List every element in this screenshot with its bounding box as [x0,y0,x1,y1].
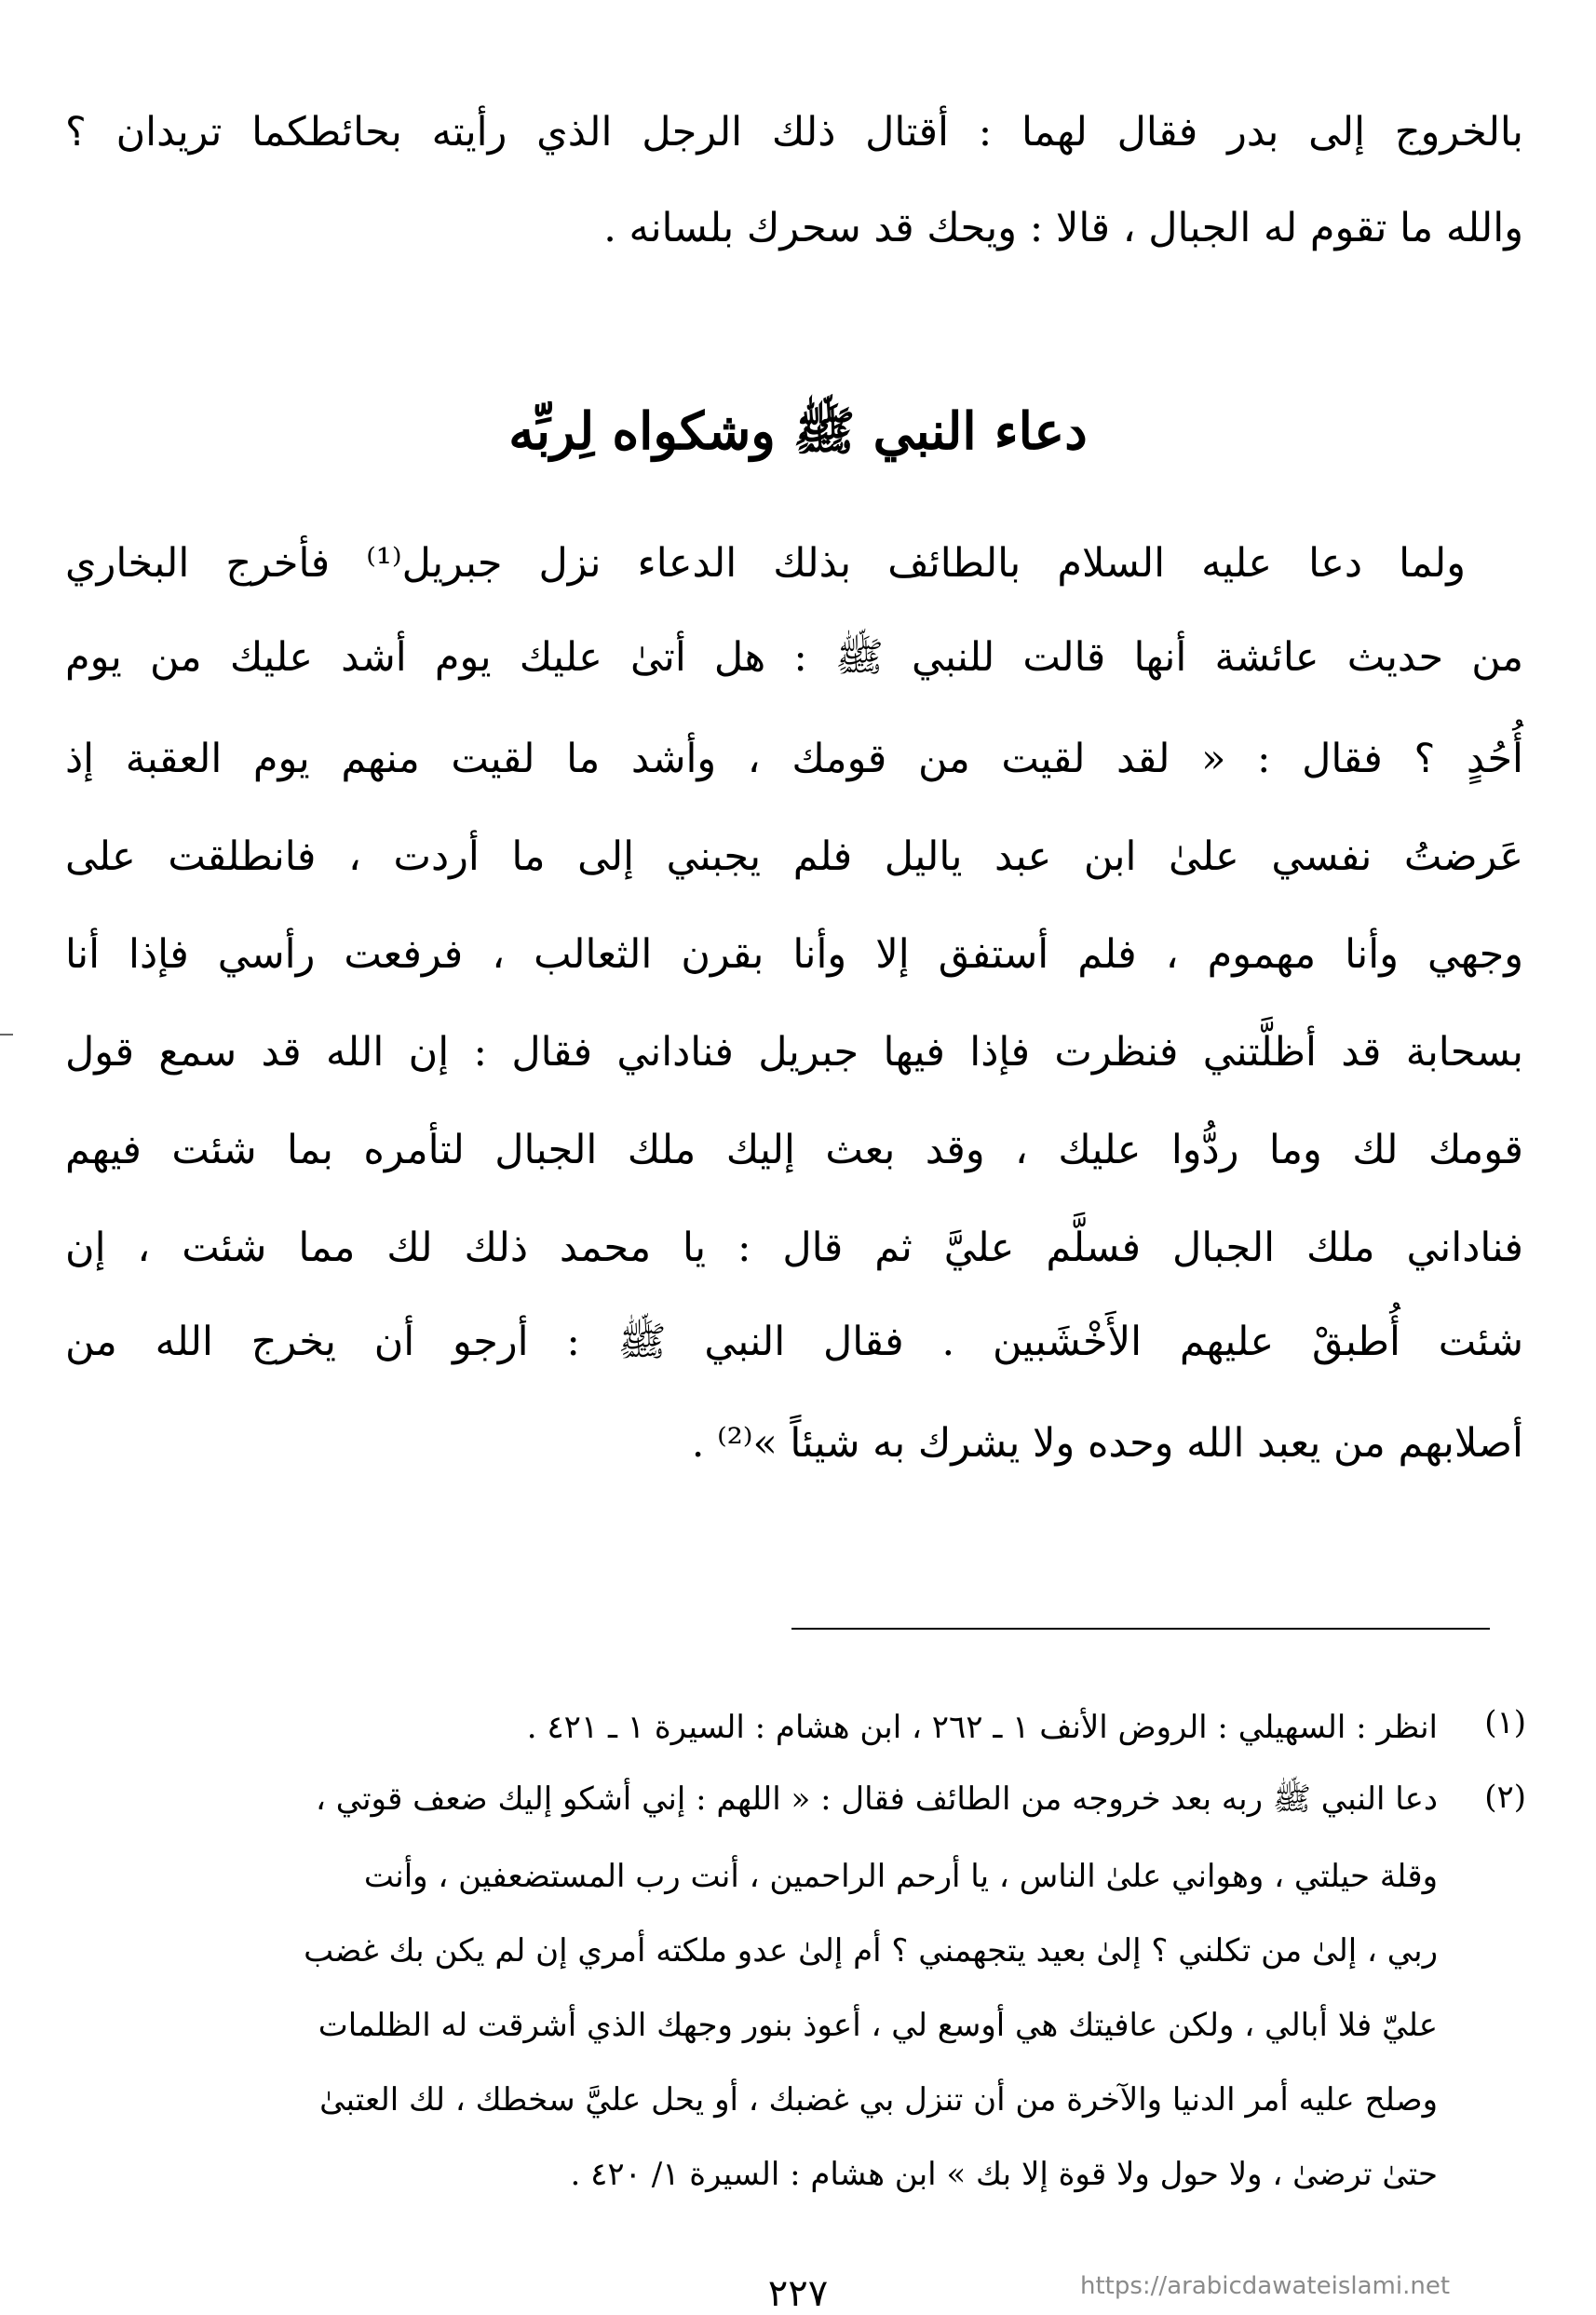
footnote-1-number: (١) [1484,1704,1526,1741]
main-line-4: عَرضتُ نفسي علىٰ ابن عبد ياليل فلم يجبني إلى ما أردت ، فانطلقت على [65,833,1523,880]
footnote-2-line-1: دعا النبي ﷺ ربه بعد خروجه من الطائف فقال : « اللهم : إني أشكو إليك ضعف قوتي ، [315,1780,1438,1818]
footnote-2-line-6: حتىٰ ترضىٰ ، ولا حول ولا قوة إلا بك » ابن هشام : السيرة ١/ ٤٢٠ . [570,2156,1438,2193]
main-line-5: وجهي وأنا مهموم ، فلم أستفق إلا وأنا بقرن الثعالب ، فرفعت رأسي فإذا أنا [65,931,1523,978]
main-line-9: شئت أُطبقْ عليهم الأَخْشَبين . فقال النبي ﷺ : أرجو أن يخرج الله من [65,1318,1523,1365]
main-line-10: أصلابهم من يعبد الله وحده ولا يشرك به شيئاً »⁽²⁾ . [691,1420,1523,1467]
main-line-1: ولما دعا عليه السلام بالطائف بذلك الدعاء نزل جبريل⁽¹⁾ فأخرج البخاري [65,540,1466,587]
body-line-2: والله ما تقوم له الجبال ، قالا : ويحك قد سحرك بلسانه . [603,205,1523,251]
main-line-8: فناداني ملك الجبال فسلَّم عليَّ ثم قال : يا محمد ذلك لك مما شئت ، إن [65,1225,1523,1271]
footnote-2-line-4: عليّ فلا أبالي ، ولكن عافيتك هي أوسع لي ، أعوذ بنور وجهك الذي أشرقت له الظلمات [318,2007,1438,2044]
main-line-6: بسحابة قد أظلَّتني فنظرت فإذا فيها جبريل فناداني فقال : إن الله قد سمع قول [65,1029,1523,1076]
footnote-separator [791,1628,1490,1630]
footnote-2-line-5: وصلح عليه أمر الدنيا والآخرة من أن تنزل بي غضبك ، أو يحل عليَّ سخطك ، لك العتبىٰ [319,2081,1438,2119]
body-line-1: بالخروج إلى بدر فقال لهما : أقتال ذلك الرجل الذي رأيته بحائطكما تريدان ؟ [65,109,1523,156]
footnote-2-line-3: ربي ، إلىٰ من تكلني ؟ إلىٰ بعيد يتجهمني ؟ أم إلىٰ عدو ملكته أمري إن لم يكن بك غضب [304,1932,1438,1970]
margin-mark [0,1034,13,1036]
main-line-2: من حديث عائشة أنها قالت للنبي ﷺ : هل أتىٰ عليك يوم أشد عليك من يوم [65,633,1523,681]
main-line-7: قومك لك وما ردُّوا عليك ، وقد بعث إليك ملك الجبال لتأمره بما شئت فيهم [65,1127,1523,1173]
page-number: ٢٢٧ [767,2272,829,2315]
footnote-1-text: انظر : السهيلي : الروض الأنف ١ ـ ٢٦٢ ، ابن هشام : السيرة ١ ـ ٤٢١ . [526,1709,1438,1746]
section-title: دعاء النبي ﷺ وشكواه لِربِّه [508,400,1088,461]
footnote-2-number: (٢) [1484,1779,1526,1816]
footnote-2-line-2: وقلة حيلتي ، وهواني علىٰ الناس ، يا أرحم الراحمين ، أنت رب المستضعفين ، وأنت [363,1858,1438,1895]
watermark-url: https://arabicdawateislami.net [1080,2272,1451,2300]
main-line-3: أُحُدٍ ؟ فقال : « لقد لقيت من قومك ، وأشد ما لقيت منهم يوم العقبة إذ [65,736,1523,782]
